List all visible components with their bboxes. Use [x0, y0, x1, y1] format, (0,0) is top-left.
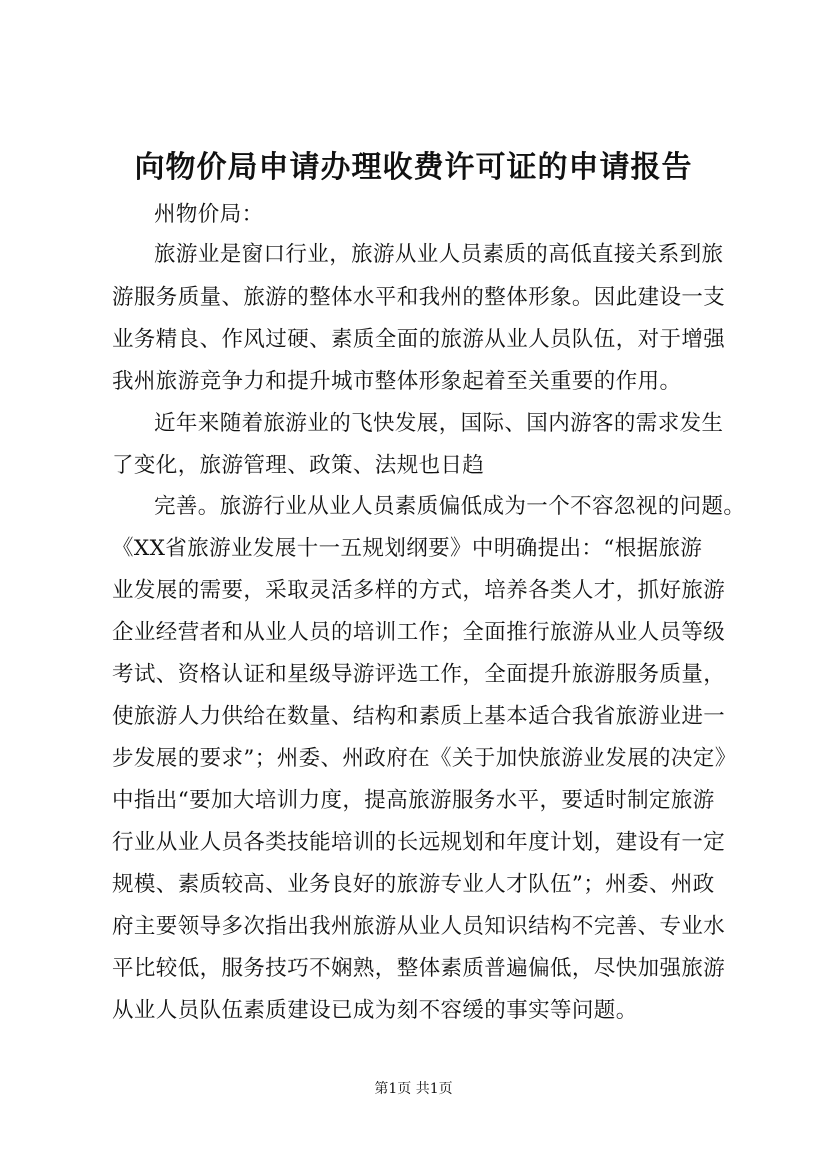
body-line: 步发展的要求”；州委、州政府在《关于加快旅游业发展的决定》 — [112, 746, 737, 771]
body-line: 中指出“要加大培训力度，提高旅游服务水平，要适时制定旅游 — [112, 788, 715, 813]
body-line: 业发展的需要，采取灵活多样的方式，培养各类人才，抓好旅游 — [112, 578, 726, 603]
salutation: 州物价局： — [154, 202, 264, 227]
body-line: 完善。旅游行业从业人员素质偏低成为一个不容忽视的问题。 — [154, 494, 746, 519]
body-line: 考试、资格认证和星级导游评选工作，全面提升旅游服务质量， — [112, 662, 726, 687]
body-line: 了变化，旅游管理、政策、法规也日趋 — [112, 453, 485, 478]
body-line: 行业从业人员各类技能培训的长远规划和年度计划，建设有一定 — [112, 830, 726, 855]
body-line: 《XX省旅游业发展十一五规划纲要》中明确提出：“根据旅游 — [112, 536, 703, 561]
body-line: 游服务质量、旅游的整体水平和我州的整体形象。因此建设一支 — [112, 285, 726, 310]
body-line: 规模、素质较高、业务良好的旅游专业人才队伍”；州委、州政 — [112, 872, 715, 897]
body-line: 府主要领导多次指出我州旅游从业人员知识结构不完善、专业水 — [112, 914, 726, 939]
body-line: 旅游业是窗口行业，旅游从业人员素质的高低直接关系到旅 — [154, 242, 724, 267]
body-line: 我州旅游竞争力和提升城市整体形象起着至关重要的作用。 — [112, 369, 682, 394]
document-title: 向物价局申请办理收费许可证的申请报告 — [134, 150, 693, 185]
body-line: 近年来随着旅游业的飞快发展，国际、国内游客的需求发生 — [154, 411, 724, 436]
body-line: 企业经营者和从业人员的培训工作；全面推行旅游从业人员等级 — [112, 620, 726, 645]
page-footer: 第1页 共1页 — [374, 1081, 453, 1097]
body-line: 从业人员队伍素质建设已成为刻不容缓的事实等问题。 — [112, 998, 638, 1023]
body-line: 平比较低，服务技巧不娴熟，整体素质普遍偏低，尽快加强旅游 — [112, 956, 726, 981]
body-line: 使旅游人力供给在数量、结构和素质上基本适合我省旅游业进一 — [112, 704, 726, 729]
body-line: 业务精良、作风过硬、素质全面的旅游从业人员队伍，对于增强 — [112, 327, 726, 352]
